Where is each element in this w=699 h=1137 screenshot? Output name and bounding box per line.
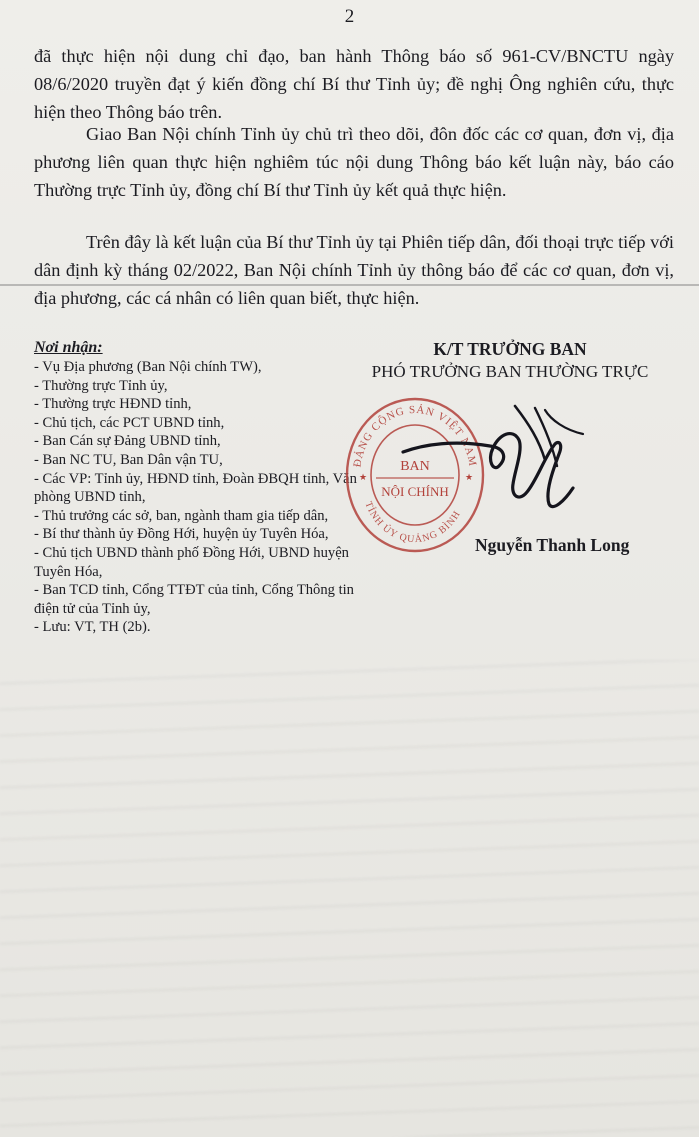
recipients-title: Nơi nhận: <box>34 339 103 356</box>
recipient-item: - Lưu: VT, TH (2b). <box>34 619 151 636</box>
recipient-item: - Ban NC TU, Ban Dân vận TU, <box>34 451 223 468</box>
paragraph-3: Trên đây là kết luận của Bí thư Tỉnh ủy tại Phiên tiếp dân, đối thoại trực tiếp với dân định kỳ tháng 02/2022, Ban Nội chính Tỉnh ủy thông báo để các cơ quan, đơn vị, địa phương, các cá nhân có liên quan biết, thực hiện. <box>34 232 674 308</box>
signer-name: Nguyễn Thanh Long <box>475 535 630 555</box>
handwritten-signature <box>395 400 590 530</box>
seal-center-line2: NỘI CHÍNH <box>381 484 449 499</box>
recipients-list <box>34 338 359 637</box>
paper-fold-line <box>0 284 699 286</box>
seal-ring-text: ĐẢNG CỘNG SẢN VIỆT NAM <box>351 403 479 469</box>
paragraph-1: đã thực hiện nội dung chỉ đạo, ban hành Thông báo số 961-CV/BNCTU ngày 08/6/2020 truyền đạt ý kiến đồng chí Bí thư Tỉnh ủy; đề nghị Ông nghiên cứu, thực hiện theo Thông báo trên. <box>34 46 674 122</box>
svg-text:★: ★ <box>465 472 474 482</box>
show-through-texture <box>0 660 699 1137</box>
recipient-item: - Thủ trưởng các sở, ban, ngành tham gia tiếp dân, <box>34 507 329 524</box>
signature-role: PHÓ TRƯỞNG BAN THƯỜNG TRỰC <box>371 362 649 381</box>
page-number: 2 <box>344 6 355 27</box>
recipient-item: - Bí thư thành ủy Đồng Hới, huyện ủy Tuyên Hóa, <box>34 526 329 543</box>
signature-heading <box>345 338 675 384</box>
recipient-item: - Ban TCD tỉnh, Cổng TTĐT của tỉnh, Cổng Thông tin điện tử của Tỉnh ủy, <box>34 582 354 617</box>
recipient-item: - Thường trực HĐND tỉnh, <box>34 396 192 413</box>
recipient-item: - Chủ tịch, các PCT UBND tỉnh, <box>34 414 225 431</box>
recipient-item: - Chủ tịch UBND thành phố Đồng Hới, UBND huyện Tuyên Hóa, <box>34 544 349 580</box>
svg-text:★: ★ <box>359 472 368 482</box>
signature-kt: K/T TRƯỞNG BAN <box>433 339 587 359</box>
recipient-item: - Thường trực Tỉnh ủy, <box>34 377 168 394</box>
recipient-item: - Vụ Địa phương (Ban Nội chính TW), <box>34 359 262 375</box>
seal-ring-text-bottom: TỈNH ỦY QUẢNG BÌNH <box>362 500 464 546</box>
seal-center-line1: BAN <box>400 459 430 474</box>
paragraph-2: Giao Ban Nội chính Tỉnh ủy chủ trì theo dõi, đôn đốc các cơ quan, đơn vị, địa phương liên quan thực hiện nghiêm túc nội dung Thông báo kết luận này, báo cáo Thường trực Tỉnh ủy, đồng chí Bí thư Tỉnh ủy kết quả thực hiện. <box>34 124 674 200</box>
recipient-item: - Ban Cán sự Đảng UBND tỉnh, <box>34 433 221 450</box>
recipient-item: - Các VP: Tỉnh ủy, HĐND tỉnh, Đoàn ĐBQH tỉnh, Văn phòng UBND tỉnh, <box>34 470 357 506</box>
